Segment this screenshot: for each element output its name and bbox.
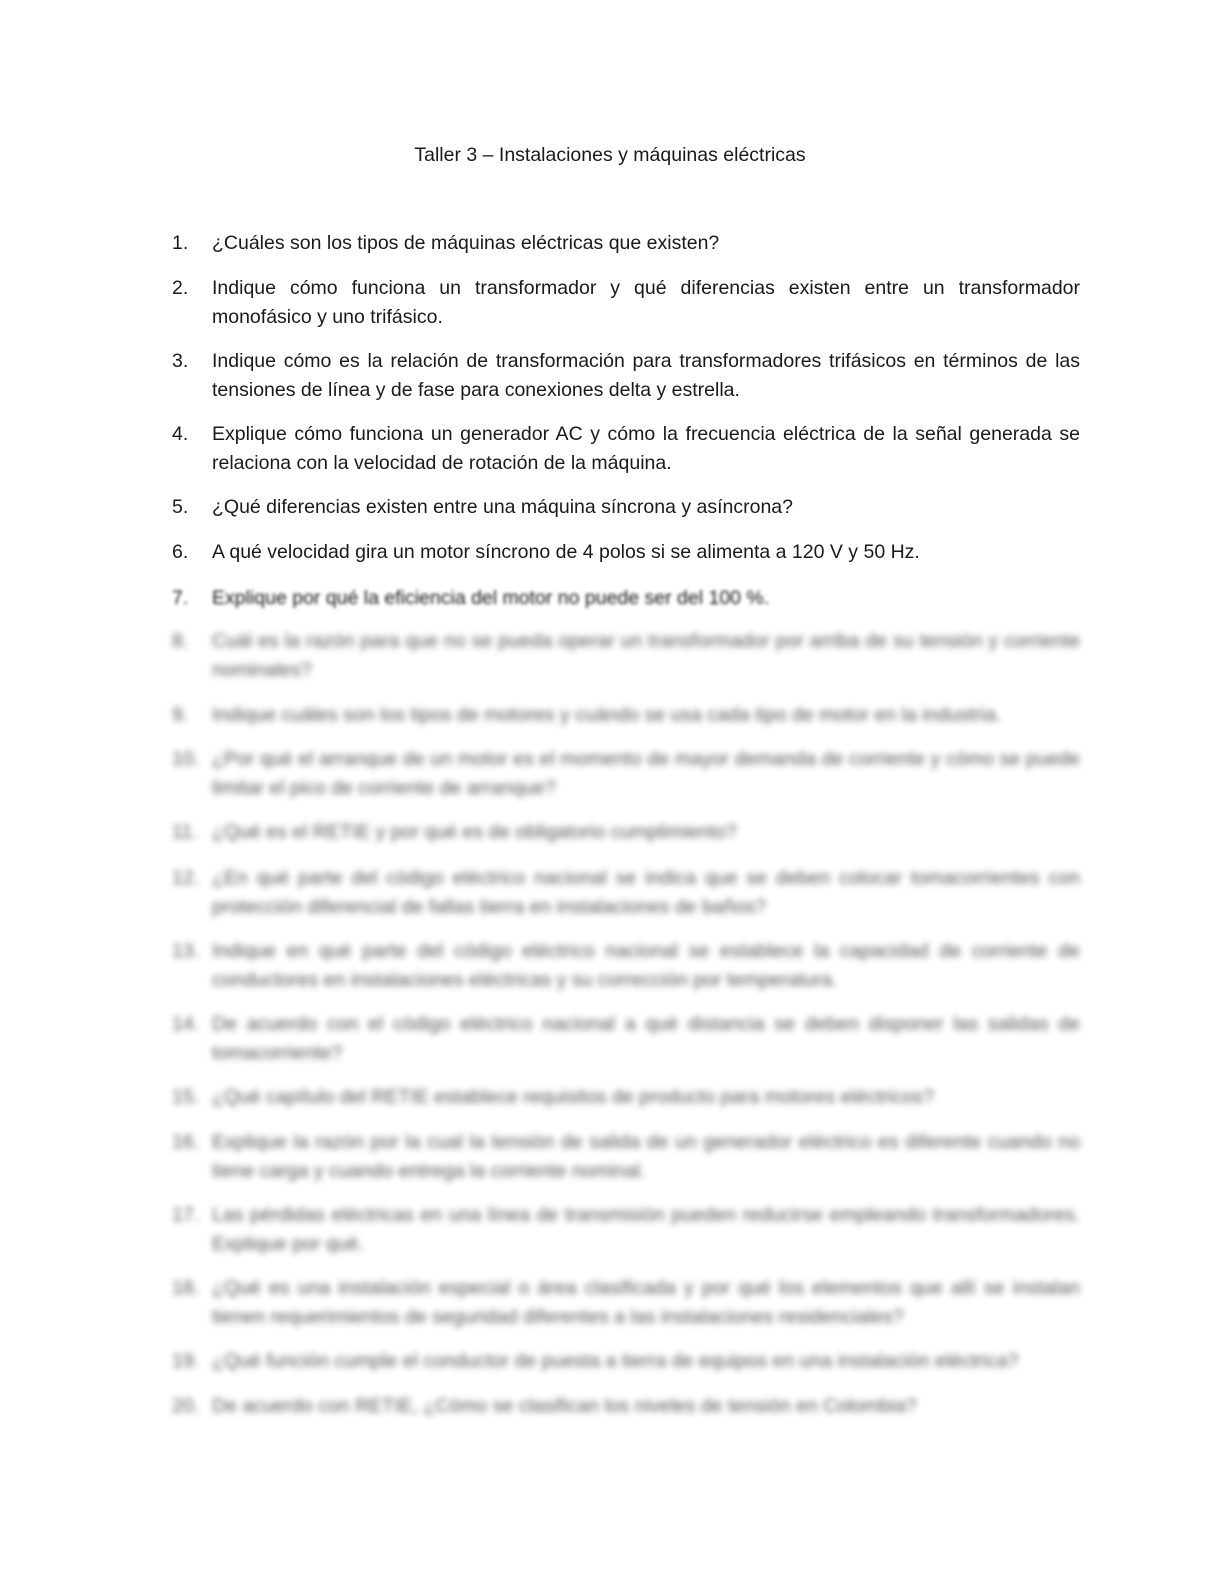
question-number: 7. xyxy=(172,587,189,609)
question-number: 2. xyxy=(172,277,189,299)
question-text: Explique la razón por la cual la tensión de salida de un generador eléctrico es diferente cuando no tiene carga y cuando entrega la corriente nominal. xyxy=(212,1131,1080,1182)
question-number: 15. xyxy=(172,1086,200,1108)
question-item-13 xyxy=(172,937,1080,995)
question-number: 16. xyxy=(172,1131,200,1153)
question-item-15 xyxy=(172,1083,1080,1112)
question-text: Indique cómo funciona un transformador y qué diferencias existen entre un transformador monofásico y uno trifásico. xyxy=(212,277,1080,328)
question-item-18 xyxy=(172,1274,1080,1332)
question-item-11 xyxy=(172,818,1080,847)
question-number: 20. xyxy=(172,1395,200,1417)
question-number: 9. xyxy=(172,704,189,726)
question-number: 10. xyxy=(172,748,200,770)
question-text: Las pérdidas eléctricas en una línea de transmisión pueden reducirse empleando transformadores. Explique por qué. xyxy=(212,1204,1080,1255)
question-item-4 xyxy=(172,420,1080,478)
question-number: 17. xyxy=(172,1204,200,1226)
question-text: ¿En qué parte del código eléctrico nacional se indica que se deben colocar tomacorrientes con protección diferencial de fallas tierra en instalaciones de baños? xyxy=(212,867,1080,918)
question-text: ¿Cuáles son los tipos de máquinas eléctricas que existen? xyxy=(212,232,720,254)
question-number: 12. xyxy=(172,867,200,889)
question-item-10 xyxy=(172,745,1080,803)
question-number: 5. xyxy=(172,496,189,518)
question-number: 18. xyxy=(172,1277,200,1299)
question-item-8 xyxy=(172,627,1080,685)
question-text: Indique en qué parte del código eléctrico nacional se establece la capacidad de corriente de conductores en instalaciones eléctricas y su corrección por temperatura. xyxy=(212,940,1080,991)
question-number: 13. xyxy=(172,940,200,962)
question-text: Explique por qué la eficiencia del motor no puede ser del 100 %. xyxy=(212,587,770,609)
question-number: 14. xyxy=(172,1013,200,1035)
question-item-9 xyxy=(172,701,1080,730)
question-number: 1. xyxy=(172,232,189,254)
question-item-1 xyxy=(172,229,1080,258)
question-item-16 xyxy=(172,1128,1080,1186)
question-text: Cuál es la razón para que no se pueda operar un transformador por arriba de su tensión y corriente nominales? xyxy=(212,630,1080,681)
question-text: Explique cómo funciona un generador AC y cómo la frecuencia eléctrica de la señal generada se relaciona con la velocidad de rotación de la máquina. xyxy=(212,423,1080,474)
document-title: Taller 3 – Instalaciones y máquinas eléctricas xyxy=(414,144,806,166)
question-number: 8. xyxy=(172,630,189,652)
question-item-20 xyxy=(172,1392,1080,1421)
question-text: De acuerdo con el código eléctrico nacional a qué distancia se deben disponer las salidas de tomacorriente? xyxy=(212,1013,1080,1064)
question-text: ¿Qué es el RETIE y por qué es de obligatorio cumplimiento? xyxy=(212,821,737,843)
question-number: 11. xyxy=(172,821,198,843)
question-item-7 xyxy=(172,584,1080,613)
question-text: ¿Qué diferencias existen entre una máquina síncrona y asíncrona? xyxy=(212,496,794,518)
question-number: 19. xyxy=(172,1350,200,1372)
question-item-6 xyxy=(172,538,1080,567)
question-text: Indique cómo es la relación de transformación para transformadores trifásicos en términos de las tensiones de línea y de fase para conexiones delta y estrella. xyxy=(212,350,1080,401)
question-item-2 xyxy=(172,274,1080,332)
question-text: ¿Qué capítulo del RETIE establece requisitos de producto para motores eléctricos? xyxy=(212,1086,934,1108)
question-text: De acuerdo con RETIE, ¿Cómo se clasifican los niveles de tensión en Colombia? xyxy=(212,1395,917,1417)
question-item-14 xyxy=(172,1010,1080,1068)
question-item-12 xyxy=(172,864,1080,922)
question-text: ¿Qué función cumple el conductor de puesta a tierra de equipos en una instalación eléctrica? xyxy=(212,1350,1019,1372)
question-item-17 xyxy=(172,1201,1080,1259)
question-text: ¿Por qué el arranque de un motor es el momento de mayor demanda de corriente y cómo se puede limitar el pico de corriente de arranque? xyxy=(212,748,1080,799)
question-text: ¿Qué es una instalación especial o área clasificada y por qué los elementos que allí se instalan tienen requerimientos de seguridad diferentes a las instalaciones residenciales? xyxy=(212,1277,1080,1328)
question-item-5 xyxy=(172,493,1080,522)
question-number: 3. xyxy=(172,350,189,372)
question-text: Indique cuáles son los tipos de motores y cuándo se usa cada tipo de motor en la industria. xyxy=(212,704,1002,726)
question-text: A qué velocidad gira un motor síncrono de 4 polos si se alimenta a 120 V y 50 Hz. xyxy=(212,541,920,563)
question-number: 6. xyxy=(172,541,189,563)
question-number: 4. xyxy=(172,423,189,445)
question-item-19 xyxy=(172,1347,1080,1376)
question-item-3 xyxy=(172,347,1080,405)
